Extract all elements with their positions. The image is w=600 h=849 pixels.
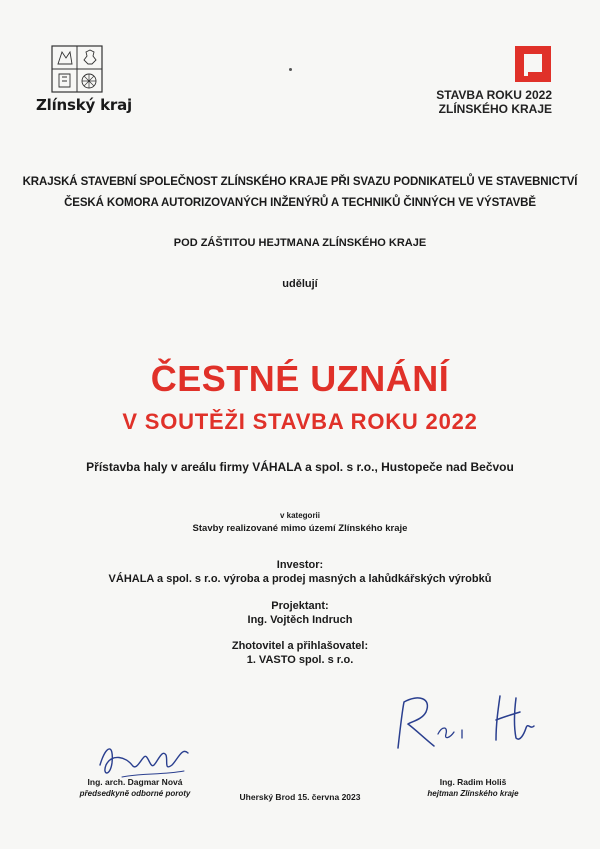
right-signatory (398, 777, 548, 799)
contractor-label: Zhotovitel a přihlašovatel: (231, 640, 369, 652)
designer-value: Ing. Vojtěch Indruch (247, 614, 353, 626)
logo-line-2: ZLÍNSKÉHO KRAJE (438, 102, 552, 116)
left-signatory-role: předsedkyně odborné poroty (79, 789, 191, 798)
organizer-line-2: ČESKÁ KOMORA AUTORIZOVANÝCH INŽENÝRŮ A TECHNIKŮ ČINNÝCH VE VÝSTAVBĚ (64, 197, 536, 209)
competition-logo-title (436, 88, 552, 116)
project-name: Přístavba haly v areálu firmy VÁHALA a spol. s r.o., Hustopeče nad Bečvou (86, 460, 514, 474)
paper-speck (289, 68, 292, 71)
left-signatory (60, 777, 210, 799)
patronage-line: POD ZÁŠTITOU HEJTMANA ZLÍNSKÉHO KRAJE (173, 237, 427, 249)
region-name: Zlínský kraj (36, 96, 132, 114)
investor-value: VÁHALA a spol. s r.o. výroba a prodej masných a lahůdkářských výrobků (108, 573, 492, 585)
category-value: Stavby realizované mimo území Zlínského kraje (192, 523, 408, 534)
category-label: v kategorii (279, 511, 320, 520)
grant-word: udělují (282, 278, 318, 290)
award-subtitle: V SOUTĚŽI STAVBA ROKU 2022 (122, 409, 478, 434)
designer-label: Projektant: (271, 600, 329, 612)
investor-label: Investor: (276, 559, 324, 571)
right-signature-icon (388, 690, 548, 758)
right-signatory-name: Ing. Radim Holiš (439, 777, 507, 787)
stavba-roku-logo-icon (515, 46, 551, 82)
organizer-line-1: KRAJSKÁ STAVEBNÍ SPOLEČNOST ZLÍNSKÉHO KRAJE PŘI SVAZU PODNIKATELŮ VE STAVEBNICTVÍ (22, 176, 578, 188)
right-signatory-role: hejtman Zlínského kraje (427, 789, 519, 798)
place-date: Uherský Brod 15. června 2023 (239, 792, 361, 802)
contractor-value: 1. VASTO spol. s r.o. (246, 654, 354, 666)
award-title: ČESTNÉ UZNÁNÍ (150, 358, 450, 399)
left-signatory-name: Ing. arch. Dagmar Nová (87, 777, 183, 787)
zlin-region-crest-icon (50, 44, 104, 94)
logo-line-1: STAVBA ROKU 2022 (436, 88, 552, 102)
